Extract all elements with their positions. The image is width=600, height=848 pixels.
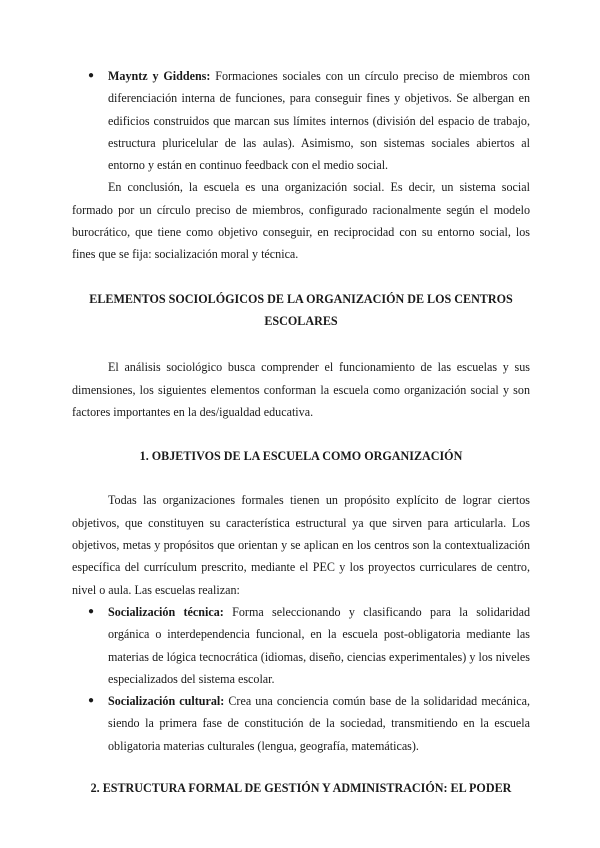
definition-list [72,65,530,176]
bullet-text: Forma seleccionando y clasificando para la solidaridad orgánica o interdependencia funcional, en la escuela post-obligatoria mediante las materias de lógica tecnocrática (idiomas, diseño, ciencias experimentales) y los niveles especializados del sistema escolar. [108,604,530,686]
section-1-heading: 1. OBJETIVOS DE LA ESCUELA COMO ORGANIZACIÓN [139,449,463,464]
bullet-icon: ● [88,605,95,617]
main-heading: ELEMENTOS SOCIOLÓGICOS DE LA ORGANIZACIÓN DE LOS CENTROS ESCOLARES [89,291,513,328]
bullet-text: Formaciones sociales con un círculo preciso de miembros con diferenciación interna de funciones, para conseguir fines y objetivos. Se albergan en edificios construidos que marcan sus límites internos (división del espacio de trabajo, estructura pluricelular de las aulas). Asimismo, son sistemas sociales abiertos al entorno y están en continuo feedback con el medio social. [108,69,530,173]
page-content [72,65,530,799]
bullet-term: Socialización cultural: [108,694,225,709]
bullet-socializacion-cultural [72,690,530,757]
conclusion-paragraph: En conclusión, la escuela es una organización social. Es decir, un sistema social formado por un círculo preciso de miembros, configurado racionalmente según el modelo burocrático, que tiene como objetivo conseguir, en reciprocidad con su entorno social, los fines que se fija: socialización moral y técnica. [72,180,530,262]
section-1-paragraph: Todas las organizaciones formales tienen un propósito explícito de lograr ciertos objetivos, que constituyen su característica estructural ya que sirven para articularla. Los objetivos, metas y propósitos que orientan y se aplican en los centros son la contextualización específica del currículum prescrito, mediante el PEC y los proyectos curriculares de centro, nivel o aula. Las escuelas realizan: [72,493,530,597]
bullet-icon: ● [88,695,95,707]
socialization-list [72,601,530,757]
intro-paragraph: El análisis sociológico busca comprender el funcionamiento de las escuelas y sus dimensiones, los siguientes elementos conforman la escuela como organización social y son factores importantes en la des/igualdad educativa. [72,360,530,419]
bullet-term: Socialización técnica: [108,604,224,619]
bullet-socializacion-tecnica [72,601,530,690]
bullet-icon: ● [88,70,95,81]
bullet-term: Mayntz y Giddens: [108,69,211,83]
bullet-text: Crea una conciencia común base de la solidaridad mecánica, siendo la primera fase de constitución de la sociedad, transmitiendo en la escuela obligatoria materias culturales (lengua, geografía, matemáticas). [108,694,530,753]
section-2-heading: 2. ESTRUCTURA FORMAL DE GESTIÓN Y ADMINISTRACIÓN: EL PODER [90,781,512,796]
bullet-mayntz-giddens [72,65,530,176]
